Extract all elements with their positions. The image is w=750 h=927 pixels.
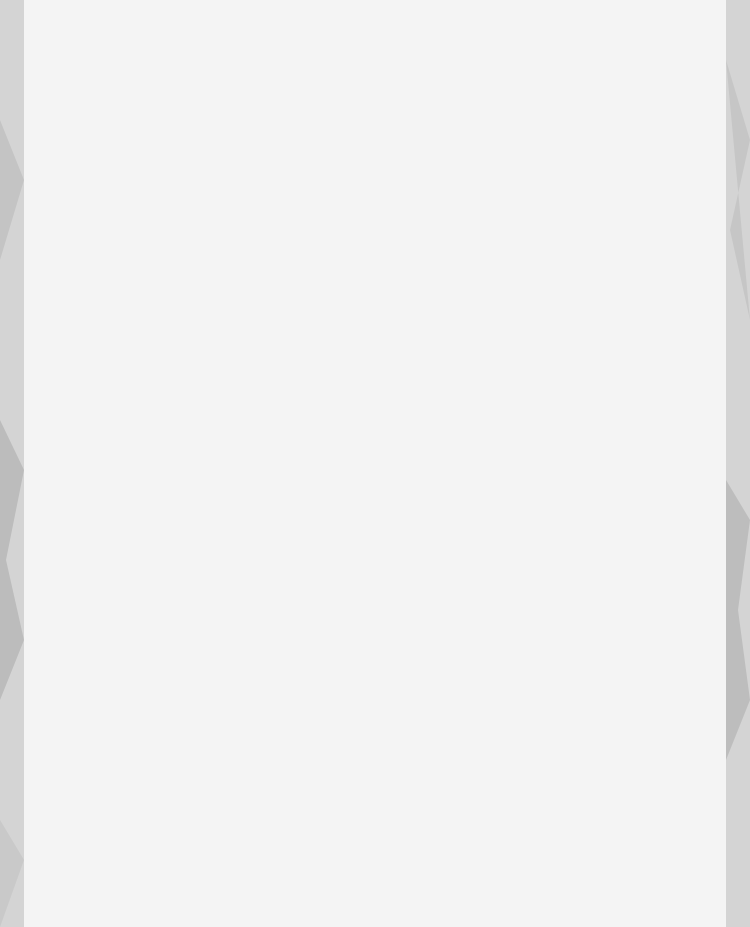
content-panel [24,0,726,927]
cut-off-table-row [64,0,684,10]
